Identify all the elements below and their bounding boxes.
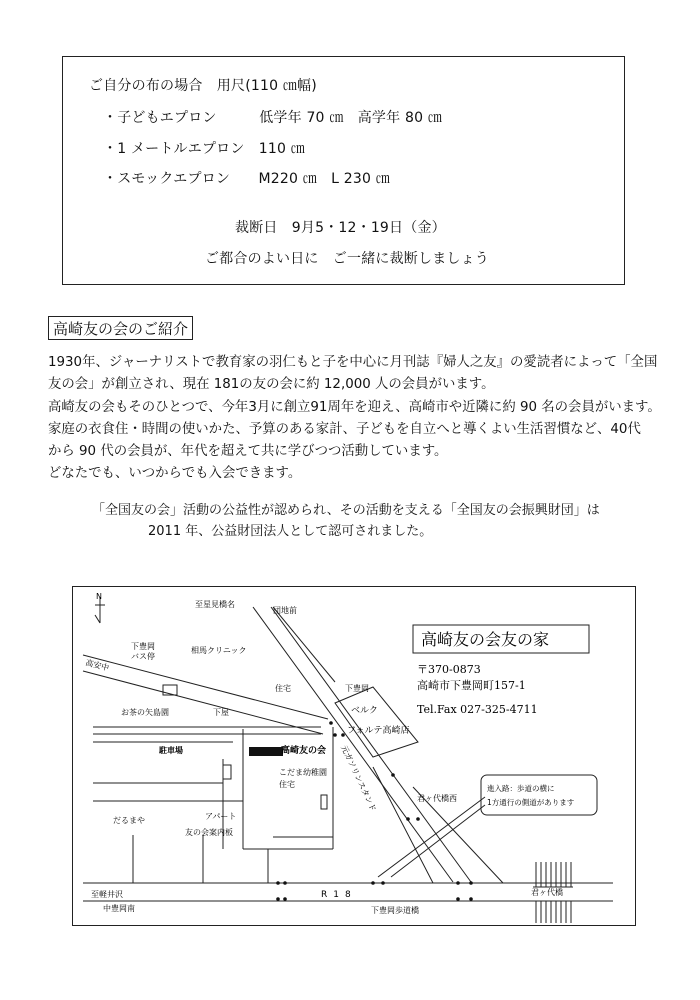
map-label: フォルテ高崎店 <box>347 726 410 736</box>
map-label: 至軽井沢 <box>91 890 123 899</box>
map-label: 下豊岡 <box>345 684 369 693</box>
map-label: 友の会案内板 <box>185 828 233 837</box>
map-label: 下屋 <box>213 708 229 717</box>
fabric-info-box <box>62 56 625 285</box>
smock-apron-line: ・スモックエプロン M220 ㎝ L 230 ㎝ <box>103 171 390 187</box>
meter-apron-line: ・1 メートルエプロン 110 ㎝ <box>103 141 305 157</box>
access-map <box>72 586 636 926</box>
cutting-invite: ご都合のよい日に ご一緒に裁断しましょう <box>205 251 489 267</box>
intro-paragraph-line: 高崎友の会もそのひとつで、今年3月に創立91周年を迎え、高崎市や近隣に約 90 名の会員がいます。 <box>48 400 661 415</box>
map-label: 住宅 <box>279 780 295 789</box>
intro-title: 高崎友の会のご紹介 <box>48 316 193 340</box>
map-label: バス停 <box>131 652 155 661</box>
fabric-heading: ご自分の布の場合 用尺(110 ㎝幅) <box>89 78 317 94</box>
map-label: アパート <box>205 812 237 821</box>
intro-paragraph-line: 友の会」が創立され、現在 181の友の会に約 12,000 人の会員がいます。 <box>48 377 495 392</box>
foundation-note-line: 「全国友の会」活動の公益性が認められ、その活動を支える「全国友の会振興財団」は <box>92 503 600 518</box>
map-label: R18 <box>321 890 357 900</box>
map-label: 高安中 <box>84 658 110 673</box>
map-label: 進入路：歩道の横に <box>487 784 555 793</box>
map-label: 相馬クリニック <box>191 646 247 655</box>
map-label: 中豊岡南 <box>103 904 135 913</box>
map-title: 高崎友の会友の家 <box>421 630 550 649</box>
intro-paragraph-line: 家庭の衣食住・時間の使いかた、予算のある家計、子どもを自立へと導くよい生活習慣など、40代 <box>48 422 641 437</box>
intro-paragraph-line: から 90 代の会員が、年代を超えて共に学びつつ活動しています。 <box>48 444 448 459</box>
map-label: 元ガソリンスタンド <box>339 744 378 813</box>
cutting-dates: 裁断日 9月5・12・19日（金） <box>235 220 446 236</box>
map-label: 下豊岡歩道橋 <box>371 906 419 915</box>
map-label: 団地前 <box>273 606 297 615</box>
kids-apron-line: ・子どもエプロン 低学年 70 ㎝ 高学年 80 ㎝ <box>103 110 443 126</box>
map-label: ベルク <box>351 706 378 716</box>
map-label: 住宅 <box>275 684 291 693</box>
map-label: 君ヶ代橋西 <box>417 794 457 803</box>
map-label: こだま幼稚園 <box>279 768 327 777</box>
intro-paragraph-line: どなたでも、いつからでも入会できます。 <box>48 466 302 481</box>
map-label: 至星見橋名 <box>195 600 235 609</box>
map-drawing <box>73 587 635 925</box>
map-label: 駐車場 <box>159 746 183 755</box>
foundation-note-line: 2011 年、公益財団法人として認可されました。 <box>148 524 433 539</box>
map-address: 高崎市下豊岡町157-1 <box>417 679 526 692</box>
map-label: 君ヶ代橋 <box>531 888 563 897</box>
map-tel: Tel.Fax 027-325-4711 <box>417 703 538 716</box>
intro-paragraph-line: 1930年、ジャーナリストで教育家の羽仁もと子を中心に月刊誌『婦人之友』の愛読者によって「全国 <box>48 355 658 370</box>
map-label: 1方通行の側道があります <box>487 798 575 807</box>
map-label: 高崎友の会 <box>281 746 327 756</box>
map-label: 下豊岡 <box>131 642 155 651</box>
map-postal: 〒370-0873 <box>417 663 481 676</box>
map-label: お茶の矢島園 <box>121 708 169 717</box>
north-label: N <box>96 592 102 601</box>
map-label: だるまや <box>113 816 145 825</box>
